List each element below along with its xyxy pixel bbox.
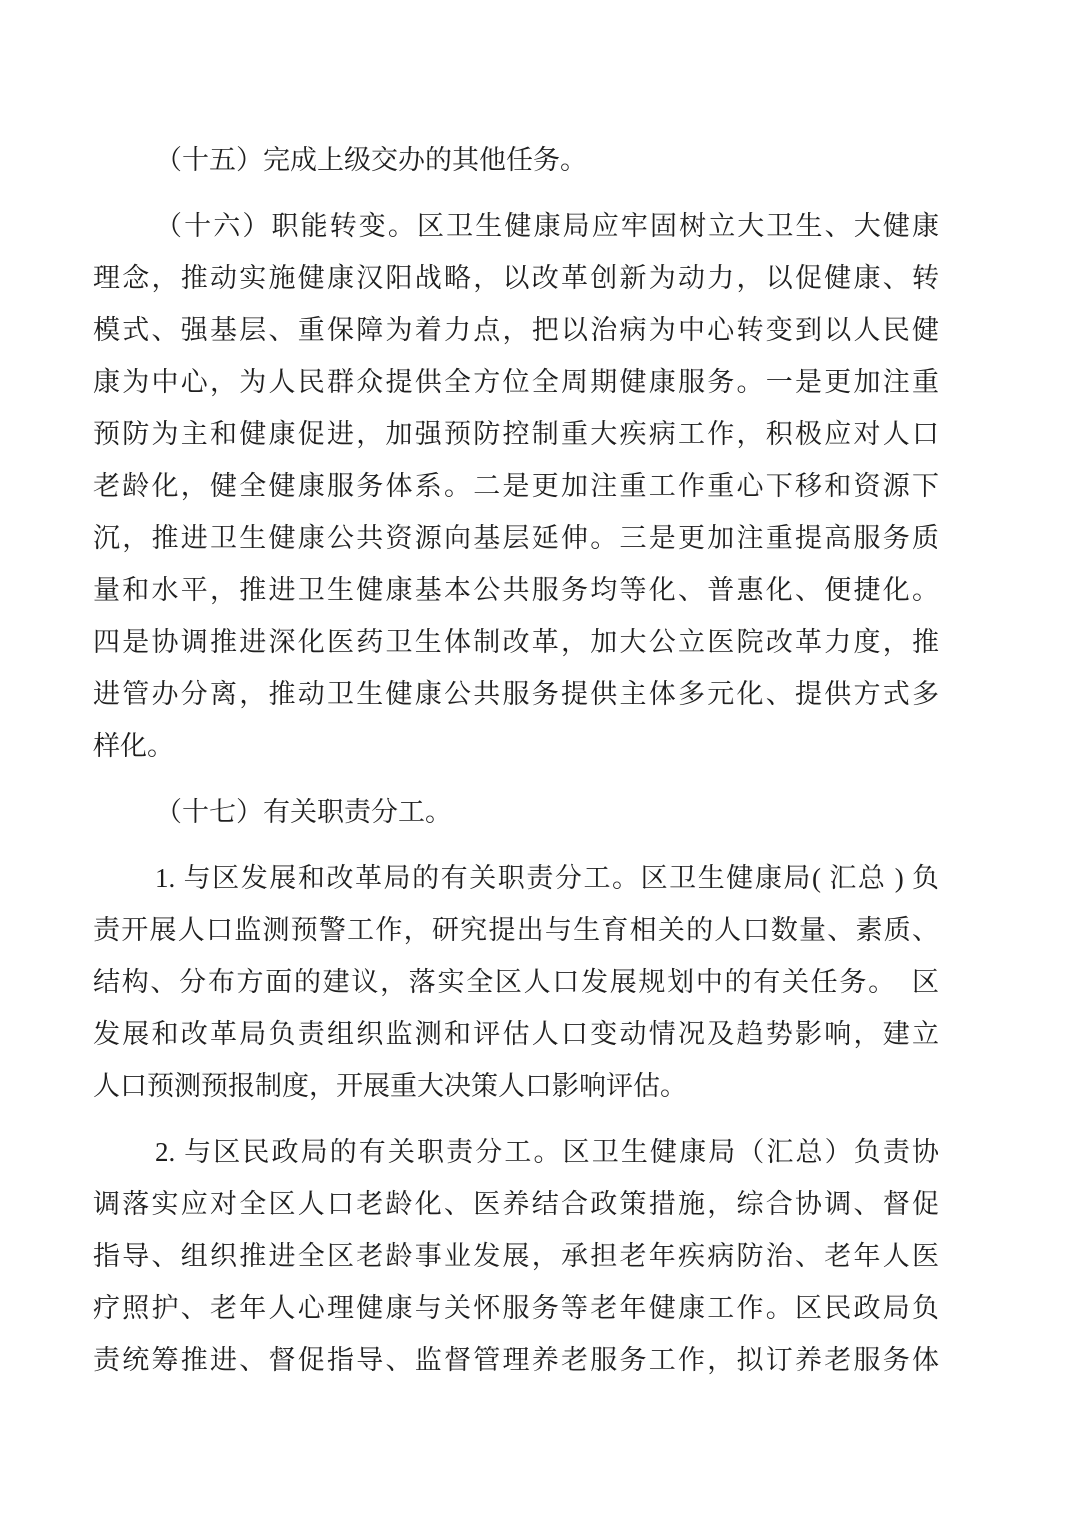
- text-line: （十六）职能转变。区卫生健康局应牢固树立大卫生、大健康: [155, 211, 939, 241]
- paragraph: [93, 200, 939, 772]
- text-line: 老龄化，健全健康服务体系。二是更加注重工作重心下移和资源下: [93, 471, 939, 501]
- text-line: 四是协调推进深化医药卫生体制改革，加大公立医院改革力度，推: [93, 627, 939, 657]
- paragraph: [93, 134, 939, 186]
- text-line: 理念，推动实施健康汉阳战略，以改革创新为动力，以促健康、转: [93, 263, 939, 293]
- text-line: 沉，推进卫生健康公共资源向基层延伸。三是更加注重提高服务质: [93, 523, 939, 553]
- text-line: 指导、组织推进全区老龄事业发展，承担老年疾病防治、老年人医: [93, 1241, 939, 1271]
- paragraph: [93, 852, 939, 1112]
- text-line: 发展和改革局负责组织监测和评估人口变动情况及趋势影响，建立: [93, 1019, 939, 1049]
- paragraph: [93, 786, 939, 838]
- text-line: 康为中心，为人民群众提供全方位全周期健康服务。一是更加注重: [93, 367, 939, 397]
- text-line: 2. 与区民政局的有关职责分工。区卫生健康局（汇总）负责协: [155, 1137, 939, 1167]
- text-line: 模式、强基层、重保障为着力点，把以治病为中心转变到以人民健: [93, 315, 939, 345]
- text-line: 责统筹推进、督促指导、监督管理养老服务工作，拟订养老服务体: [93, 1345, 939, 1375]
- text-line: 预防为主和健康促进，加强预防控制重大疾病工作，积极应对人口: [93, 419, 939, 449]
- text-line: 人口预测预报制度，开展重大决策人口影响评估。: [93, 1071, 687, 1101]
- text-line: （十五）完成上级交办的其他任务。: [155, 145, 587, 175]
- document-body: [93, 134, 939, 1400]
- text-line: 疗照护、老年人心理健康与关怀服务等老年健康工作。区民政局负: [93, 1293, 939, 1323]
- paragraph: [93, 1126, 939, 1386]
- text-line: 1. 与区发展和改革局的有关职责分工。区卫生健康局( 汇总 ) 负: [155, 863, 939, 893]
- text-line: 责开展人口监测预警工作，研究提出与生育相关的人口数量、素质、: [93, 915, 939, 945]
- text-line: 结构、分布方面的建议，落实全区人口发展规划中的有关任务。 区: [93, 967, 939, 997]
- text-line: 进管办分离，推动卫生健康公共服务提供主体多元化、提供方式多: [93, 679, 939, 709]
- text-line: 调落实应对全区人口老龄化、医养结合政策措施，综合协调、督促: [93, 1189, 939, 1219]
- text-line: 量和水平，推进卫生健康基本公共服务均等化、普惠化、便捷化。: [93, 575, 939, 605]
- text-line: 样化。: [93, 731, 174, 761]
- text-line: （十七）有关职责分工。: [155, 797, 452, 827]
